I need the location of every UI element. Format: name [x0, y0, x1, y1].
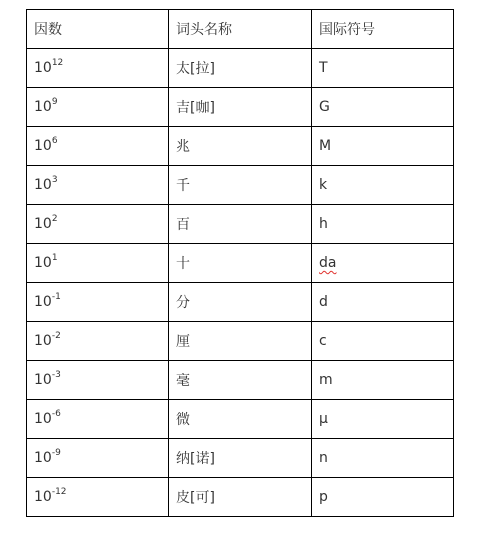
factor-base: 10	[34, 138, 52, 154]
table-row	[27, 439, 454, 478]
factor-cell	[27, 439, 169, 478]
symbol-cell: M	[312, 127, 454, 166]
factor-base: 10	[34, 60, 52, 76]
table-row	[27, 244, 454, 283]
factor-cell	[27, 283, 169, 322]
prefix-name-cell: 吉[咖]	[169, 88, 312, 127]
symbol-cell: n	[312, 439, 454, 478]
symbol-cell: p	[312, 478, 454, 517]
factor-cell	[27, 88, 169, 127]
header-prefix-name: 词头名称	[169, 10, 312, 49]
factor-exponent: 3	[51, 175, 58, 186]
table-row	[27, 127, 454, 166]
factor-exponent: -6	[51, 409, 61, 420]
factor-cell	[27, 127, 169, 166]
prefix-name-cell: 十	[169, 244, 312, 283]
symbol-cell: T	[312, 49, 454, 88]
prefix-name-cell: 皮[可]	[169, 478, 312, 517]
header-factor: 因数	[27, 10, 169, 49]
factor-base: 10	[34, 294, 52, 310]
prefix-name-cell: 厘	[169, 322, 312, 361]
factor-exponent: 6	[51, 136, 58, 147]
factor-exponent: -9	[51, 448, 61, 459]
prefix-name-cell: 纳[诺]	[169, 439, 312, 478]
symbol-cell: G	[312, 88, 454, 127]
factor-exponent: 12	[51, 58, 64, 69]
factor-base: 10	[34, 255, 52, 271]
prefix-name-cell: 微	[169, 400, 312, 439]
prefix-name-cell: 千	[169, 166, 312, 205]
factor-base: 10	[34, 489, 52, 505]
symbol-cell: μ	[312, 400, 454, 439]
header-symbol: 国际符号	[312, 10, 454, 49]
factor-cell	[27, 166, 169, 205]
factor-base: 10	[34, 99, 52, 115]
factor-base: 10	[34, 216, 52, 232]
factor-base: 10	[34, 411, 52, 427]
factor-base: 10	[34, 177, 52, 193]
factor-cell	[27, 205, 169, 244]
table-row	[27, 205, 454, 244]
table-row	[27, 400, 454, 439]
factor-exponent: 1	[51, 253, 58, 264]
factor-exponent: -3	[51, 370, 61, 381]
table-row	[27, 283, 454, 322]
symbol-cell	[312, 244, 454, 283]
factor-cell	[27, 322, 169, 361]
factor-cell	[27, 361, 169, 400]
factor-base: 10	[34, 450, 52, 466]
factor-base: 10	[34, 333, 52, 349]
factor-base: 10	[34, 372, 52, 388]
table-header-row	[27, 10, 454, 49]
symbol-cell: m	[312, 361, 454, 400]
factor-exponent: 9	[51, 97, 58, 108]
table-row	[27, 49, 454, 88]
symbol-cell: d	[312, 283, 454, 322]
table-row	[27, 166, 454, 205]
prefix-name-cell: 毫	[169, 361, 312, 400]
factor-cell	[27, 49, 169, 88]
symbol-misspelled-text: da	[319, 255, 337, 271]
factor-exponent: 2	[51, 214, 58, 225]
prefix-name-cell: 百	[169, 205, 312, 244]
table-row	[27, 88, 454, 127]
symbol-cell: h	[312, 205, 454, 244]
table-row	[27, 361, 454, 400]
factor-exponent: -12	[51, 487, 67, 498]
si-prefix-table	[26, 9, 454, 517]
prefix-name-cell: 分	[169, 283, 312, 322]
prefix-name-cell: 太[拉]	[169, 49, 312, 88]
table-row	[27, 322, 454, 361]
symbol-cell: k	[312, 166, 454, 205]
factor-exponent: -1	[51, 292, 61, 303]
symbol-cell: c	[312, 322, 454, 361]
table-row	[27, 478, 454, 517]
factor-exponent: -2	[51, 331, 61, 342]
factor-cell	[27, 400, 169, 439]
factor-cell	[27, 244, 169, 283]
prefix-name-cell: 兆	[169, 127, 312, 166]
factor-cell	[27, 478, 169, 517]
